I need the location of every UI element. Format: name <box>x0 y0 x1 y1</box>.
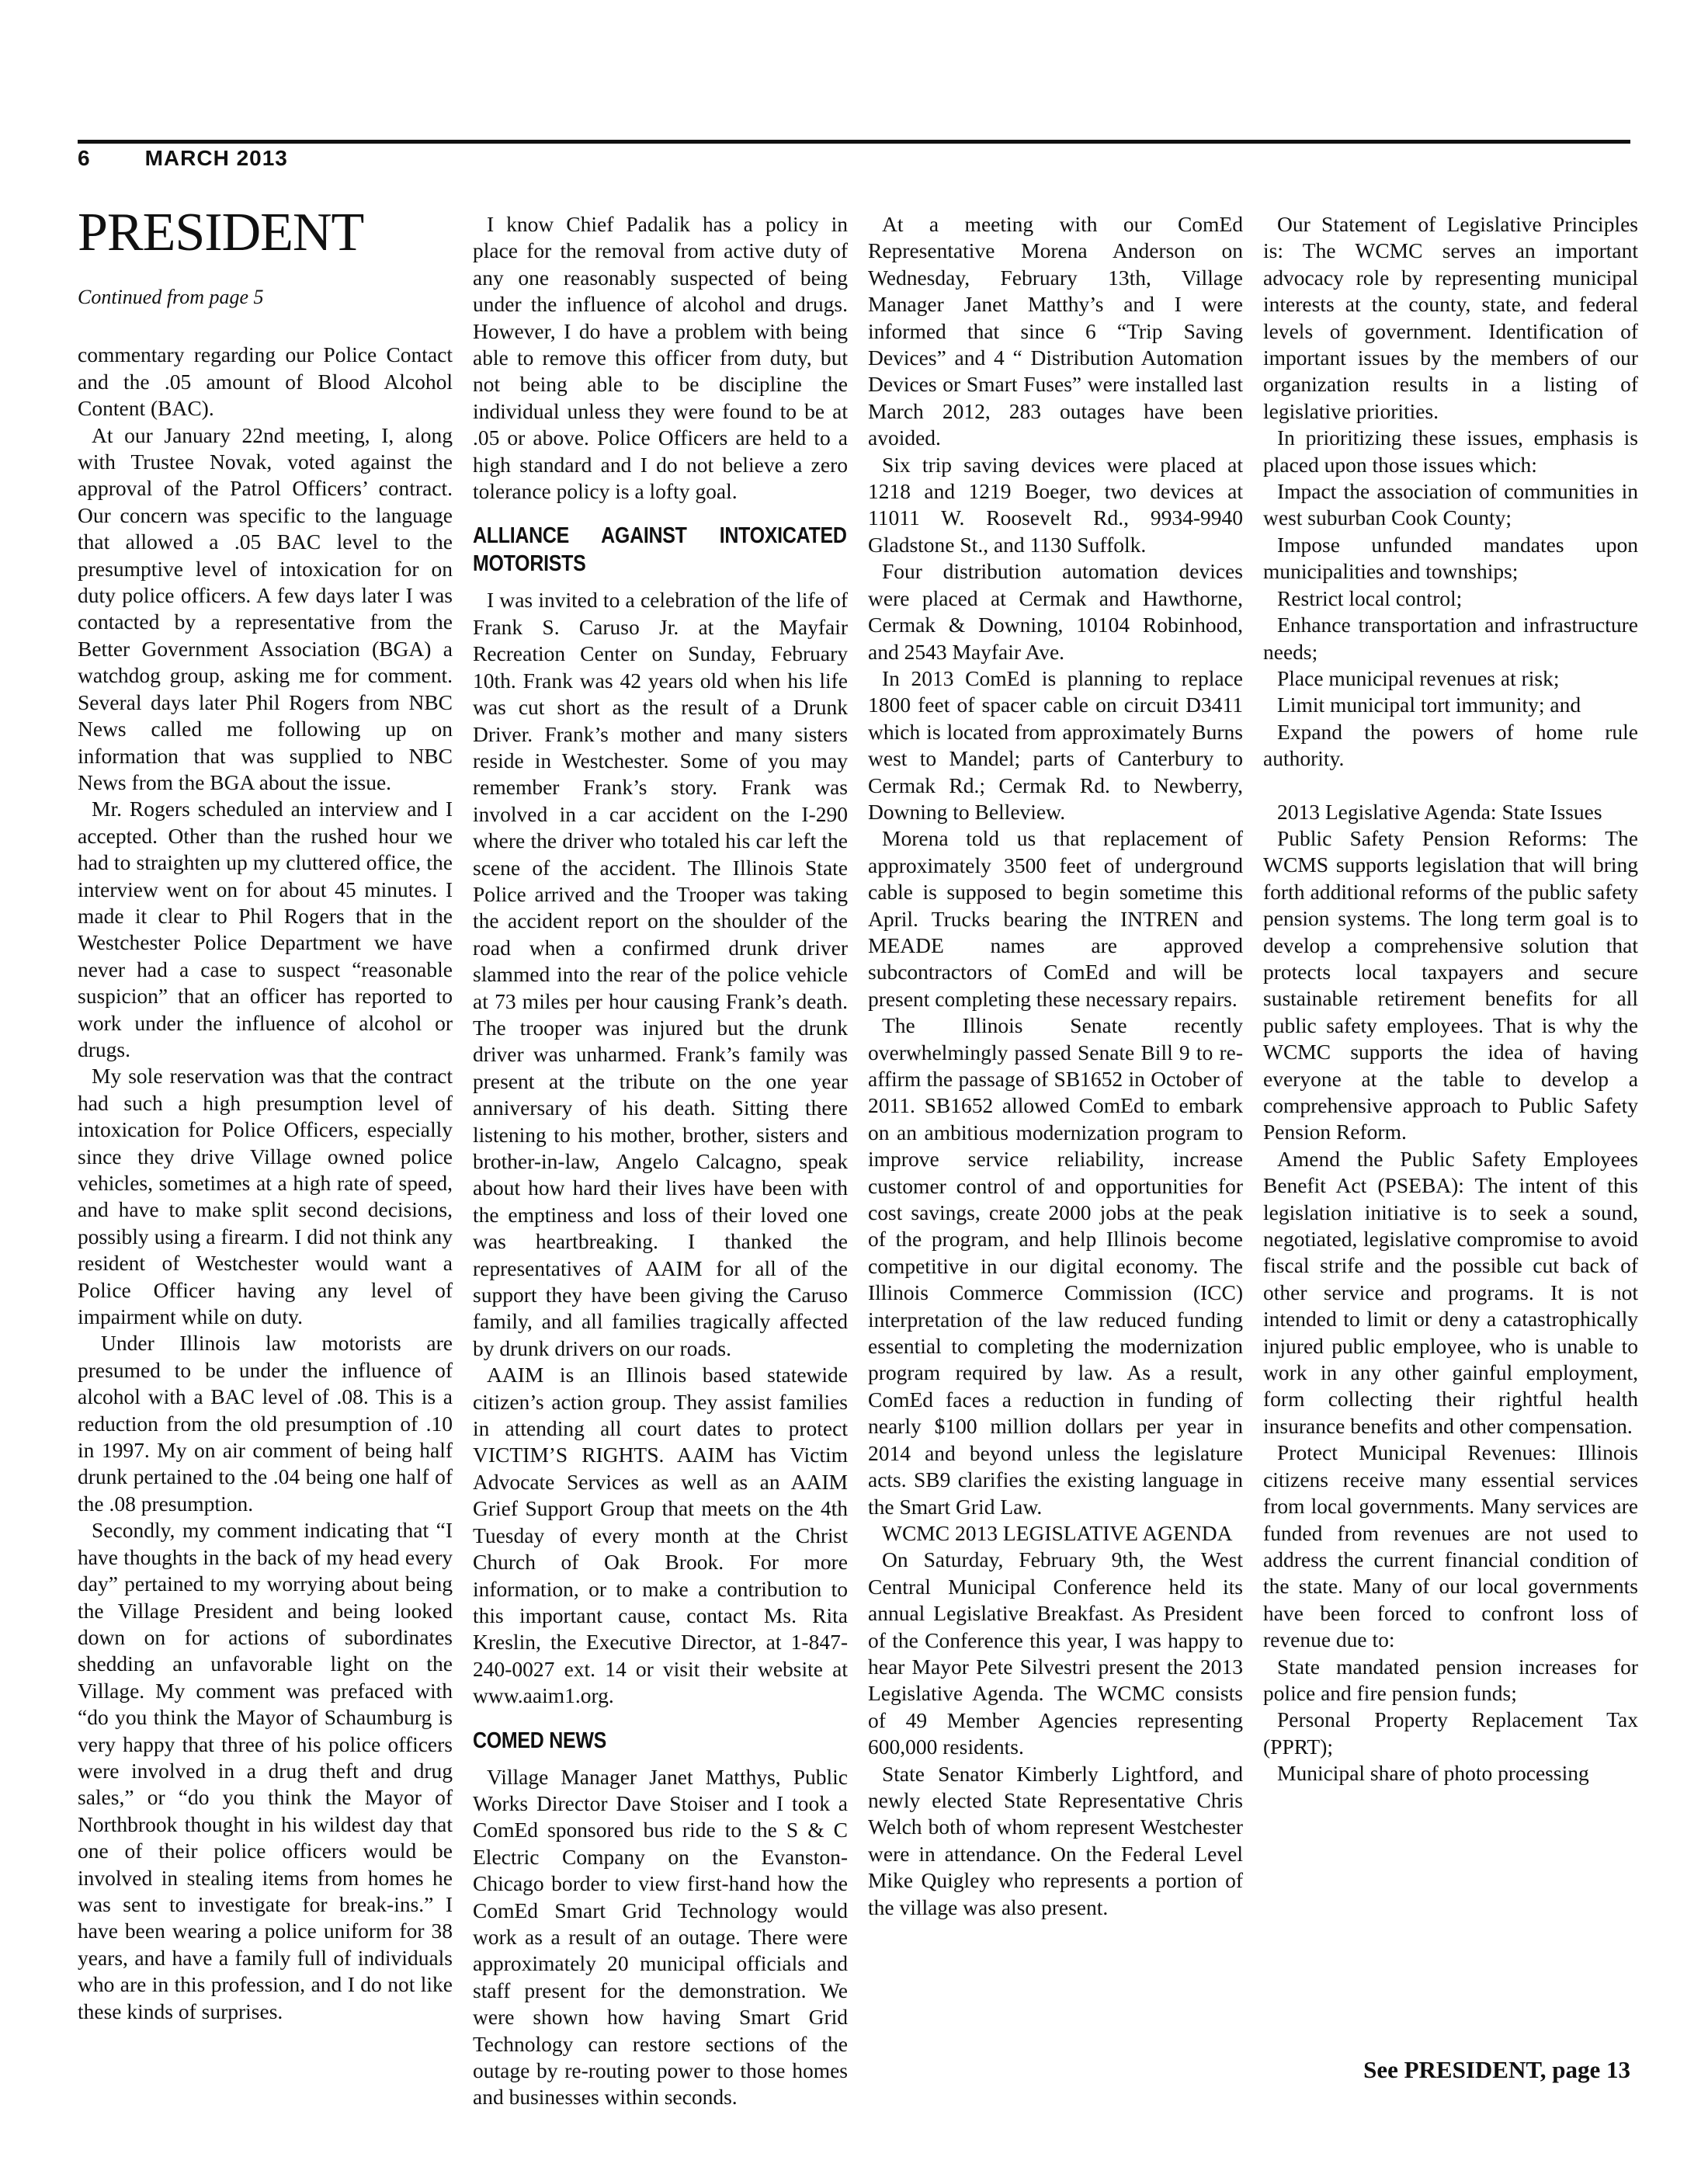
list-item: State mandated pension increases for police and fire pension funds; <box>1263 1654 1638 1705</box>
paragraph: Secondly, my comment indicating that “I have thoughts in the back of my head every day” pertained to my worrying about being the Village President and being looked down on for actions of subordinates shedding an unfavorable light on the Village. My comment was prefaced with “do you think the Mayor of Schaumburg is very happy that three of his police officers were involved in a drug theft and drug sales,” or “do you think the Mayor of Northbrook thought in his wildest day that one of their police officers would be involved in stealing items from homes he was sent to investigate for break-ins.” I have been wearing a police uniform for 38 years, and have a family full of individuals who are in this profession, and I do not like these kinds of surprises. <box>78 1518 453 2023</box>
list-item: Restrict local control; <box>1277 585 1463 610</box>
paragraph: Under Illinois law motorists are presumed to be under the influence of alcohol with a BAC level of .08. This is a reduction from the old presumption of .10 in 1997. My on air comment of being half drunk pertained to the .04 being one half of the .08 presumption. <box>78 1331 453 1516</box>
page-number: 6 <box>78 146 91 170</box>
column-1 <box>78 202 453 2025</box>
paragraph: Six trip saving devices were placed at 1218 and 1219 Boeger, two devices at 11011 W. Roosevelt Rd., 9934-9940 Gladstone St., and 1130 Suffolk. <box>868 452 1243 557</box>
paragraph: Protect Municipal Revenues: Illinois citizens receive many essential services from local governments. Many services are funded from revenues are not used to address the current financial condition of the state. Many of our local governments have been forced to confront loss of revenue due to: <box>1263 1440 1638 1652</box>
paragraph: My sole reservation was that the contract had such a high presumption level of intoxication for Police Officers, especially since they drive Village owned police vehicles, sometimes at a high rate of speed, and have to make split second decisions, possibly using a firearm. I did not think any resident of Westchester would want a Police Officer having any level of impairment while on duty. <box>78 1064 453 1329</box>
paragraph: On Saturday, February 9th, the West Central Municipal Conference held its annual Legislative Breakfast. As President of the Conference this year, I was happy to hear Mayor Pete Silvestri present the 2013 Legislative Agenda. The WCMC consists of 49 Member Agencies representing 600,000 residents. <box>868 1547 1243 1759</box>
paragraph: In prioritizing these issues, emphasis is placed upon those issues which: <box>1263 425 1638 477</box>
inline-heading: WCMC 2013 LEGISLATIVE AGENDA <box>882 1520 1233 1545</box>
paragraph: Mr. Rogers scheduled an interview and I accepted. Other than the rushed hour we had to straighten up my cluttered office, the interview went on for about 45 minutes. I made it clear to Phil Rogers that in the Westchester Police Department we have never had a case to suspect “reasonable suspicion” that an officer has reported to work under the influence of alcohol or drugs. <box>78 797 453 1061</box>
column-4 <box>1263 211 1638 1787</box>
paragraph: I know Chief Padalik has a policy in place for the removal from active duty of any one reasonably suspected of being under the influence of alcohol and drugs. However, I do have a problem with being able to remove this officer from duty, but not being able to be discipline the individual unless they were found to be at .05 or above. Police Officers are held to a high standard and I do not believe a zero tolerance policy is a lofty goal. <box>473 212 848 504</box>
page-folio <box>78 146 288 171</box>
paragraph: State Senator Kimberly Lightford, and newly elected State Representative Chris Welch both of whom represent Westchester were in attendance. On the Federal Level Mike Quigley who represents a portion of the village was also present. <box>868 1761 1243 1919</box>
issue-date: MARCH 2013 <box>144 146 288 170</box>
paragraph: Four distribution automation devices were placed at Cermak and Hawthorne, Cermak & Downing, 10104 Robinhood, and 2543 Mayfair Ave. <box>868 559 1243 664</box>
list-item: Impose unfunded mandates upon municipalities and townships; <box>1263 532 1638 584</box>
article-headline: PRESIDENT <box>78 203 364 262</box>
list-item: Enhance transportation and infrastructure needs; <box>1263 613 1638 664</box>
paragraph: Our Statement of Legislative Principles is: The WCMC serves an important advocacy role by representing municipal interests at the county, state, and federal levels of government. Identification of important issues by the members of our organization results in a listing of legislative priorities. <box>1263 212 1638 423</box>
section-heading: COMED NEWS <box>473 1728 607 1753</box>
paragraph: At a meeting with our ComEd Representative Morena Anderson on Wednesday, February 13th, Village Manager Janet Matthy’s and I were informed that since 6 “Trip Saving Devices” and 4 “ Distribution Automation Devices or Smart Fuses” were installed last March 2012, 283 outages have been avoided. <box>868 212 1243 450</box>
list-item: Expand the powers of home rule authority. <box>1263 719 1638 771</box>
paragraph: commentary regarding our Police Contact and the .05 amount of Blood Alcohol Content (BAC). <box>78 342 453 421</box>
paragraph: Public Safety Pension Reforms: The WCMS supports legislation that will bring forth additional reforms of the public safety pension systems. The long term goal is to develop a comprehensive solution that protects local taxpayers and secure sustainable retirement benefits for all public safety employees. That is why the WCMC supports the idea of having everyone at the table to develop a comprehensive approach to Public Safety Pension Reform. <box>1263 825 1638 1144</box>
paragraph: The Illinois Senate recently overwhelmingly passed Senate Bill 9 to re-affirm the passage of SB1652 in October of 2011. SB1652 allowed ComEd to embark on an ambitious modernization program to improve service reliability, increase customer control of and opportunities for cost savings, create 2000 jobs at the peak of the program, and help Illinois become competitive in our digital economy. The Illinois Commerce Commission (ICC) interpretation of the law reduced funding essential to completing the modernization program required by law. As a result, ComEd faces a reduction in funding of nearly $100 million dollars per year in 2014 and beyond unless the legislature acts. SB9 clarifies the existing language in the Smart Grid Law. <box>868 1013 1243 1519</box>
list-item: Personal Property Replacement Tax (PPRT); <box>1263 1707 1638 1759</box>
inline-heading: 2013 Legislative Agenda: State Issues <box>1277 799 1602 824</box>
list-item: Place municipal revenues at risk; <box>1277 665 1560 690</box>
continued-note: Continued from page 5 <box>78 286 264 308</box>
paragraph: I was invited to a celebration of the life of Frank S. Caruso Jr. at the Mayfair Recreation Center on Sunday, February 10th. Frank was 42 years old when his life was cut short as the result of a Drunk Driver. Frank’s mother and many sisters reside in Westchester. Some of you may remember Frank’s story. Frank was involved in a car accident on the I-290 where the driver who totaled his car left the scene of the accident. The Illinois State Police arrived and the Trooper was taking the accident report on the shoulder of the road when a confirmed drunk driver slammed into the rear of the police vehicle at 73 miles per hour causing Frank’s death. The trooper was injured but the drunk driver was unharmed. Frank’s family was present at the tribute on the one year anniversary of his death. Sitting there listening to his mother, brother, sisters and brother-in-law, Angelo Calcagno, speak about how hard their lives have been with the emptiness and loss of their loved one was heartbreaking. I thanked the representatives of AAIM for all of the support they have been giving the Caruso family, and all families tragically affected by drunk drivers on our roads. <box>473 588 848 1360</box>
column-3 <box>868 211 1243 1921</box>
paragraph: At our January 22nd meeting, I, along with Trustee Novak, voted against the approval of the Patrol Officers’ contract. Our concern was specific to the language that allowed a .05 BAC level to the presumptive level of intoxication for on duty police officers. A few days later I was contacted by a representative from the Better Government Association (BGA) a watchdog group, asking me for comment. Several days later Phil Rogers from NBC News called me following up on information that was supplied to NBC News from the BGA about the issue. <box>78 422 453 794</box>
paragraph: In 2013 ComEd is planning to replace 1800 feet of spacer cable on circuit D3411 which is located from approximately Burns west to Mandel; parts of Canterbury to Cermak Rd.; Cermak Rd. to Newberry, Downing to Belleview. <box>868 665 1243 824</box>
paragraph: Amend the Public Safety Employees Benefit Act (PSEBA): The intent of this legislation initiative is to seek a sound, negotiated, legislative compromise to avoid fiscal strife and the possible cut back of other service and programs. It is not intended to limit or deny a catastrophically injured public employee, who is unable to work in any other gainful employment, form collecting their rightful health insurance benefits and other compensation. <box>1263 1146 1638 1438</box>
paragraph: AAIM is an Illinois based statewide citizen’s action group. They assist families in attending all court dates to protect VICTIM’S RIGHTS. AAIM has Victim Advocate Services as well as an AAIM Grief Support Group that meets on the 4th Tuesday of every month at the Christ Church of Oak Brook. For more information, or to make a contribution to this important cause, contact Ms. Rita Kreslin, the Executive Director, at 1-847-240-0027 ext. 14 or visit their website at www.aaim1.org. <box>473 1363 848 1708</box>
header-rule <box>78 140 1630 144</box>
list-item: Limit municipal tort immunity; and <box>1277 693 1581 717</box>
paragraph: Morena told us that replacement of approximately 3500 feet of underground cable is supposed to begin sometime this April. Trucks bearing the INTREN and MEADE names are approved subcontractors of ComEd and will be present completing these necessary repairs. <box>868 826 1243 1011</box>
list-item: Municipal share of photo processing <box>1277 1761 1589 1786</box>
column-2 <box>473 211 848 2111</box>
list-item: Impact the association of communities in west suburban Cook County; <box>1263 479 1638 530</box>
continued-on-link: See PRESIDENT, page 13 <box>1363 2056 1630 2083</box>
paragraph: Village Manager Janet Matthys, Public Works Director Dave Stoiser and I took a ComEd sponsored bus ride to the S & C Electric Company on the Evanston-Chicago border to view first-hand how the ComEd Smart Grid Technology would work as a result of an outage. There were approximately 20 municipal officials and staff present for the demonstration. We were shown how having Smart Grid Technology can restore sections of the outage by re-routing power to those homes and businesses within seconds. <box>473 1764 848 2110</box>
section-heading: ALLIANCE AGAINST INTOXICATED MOTORISTS <box>473 523 847 577</box>
